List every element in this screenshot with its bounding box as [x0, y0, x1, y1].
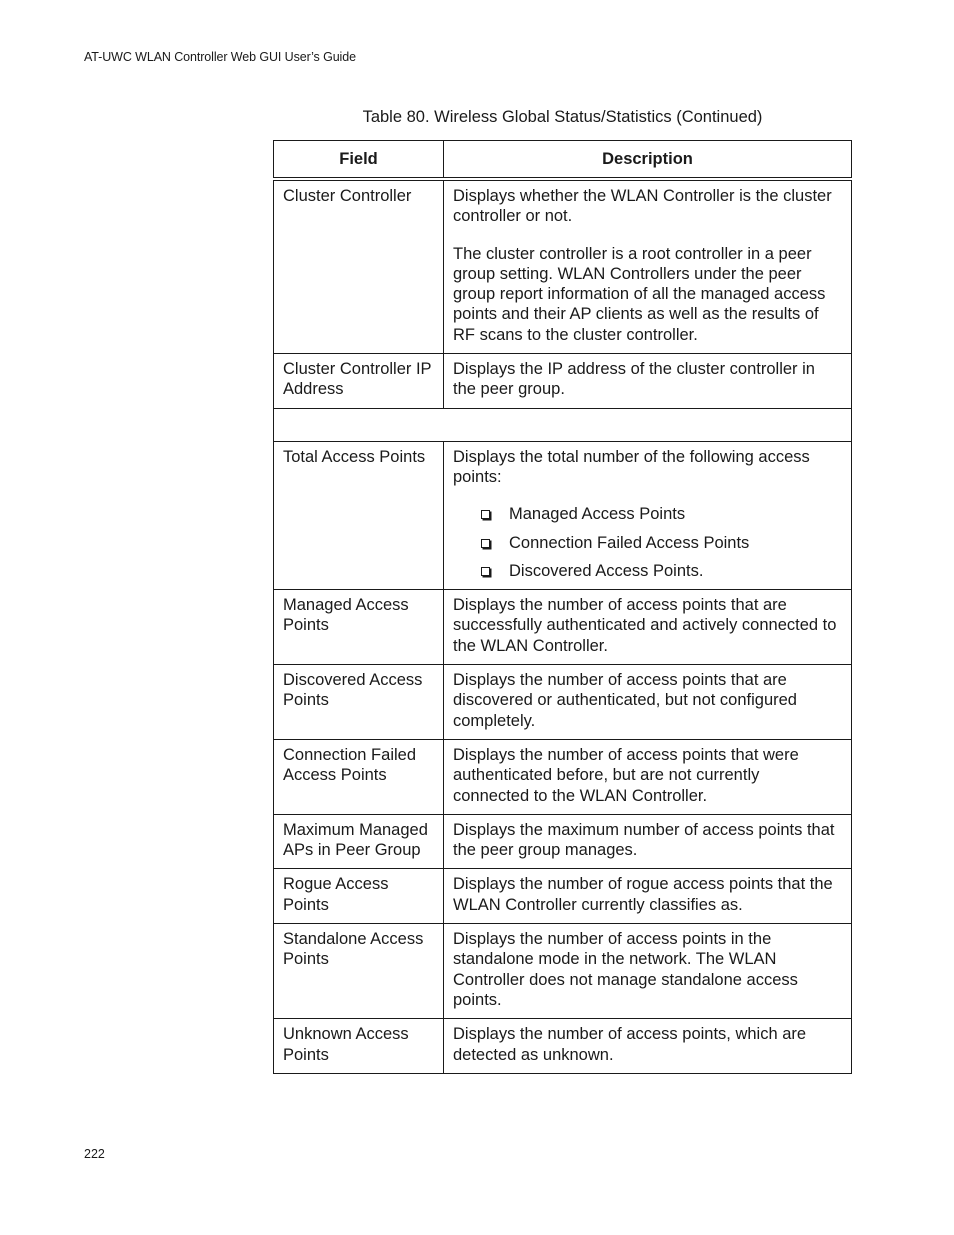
field-cell: Discovered Access Points: [274, 665, 444, 740]
field-cell: Unknown Access Points: [274, 1019, 444, 1074]
description-cell: [444, 441, 852, 589]
description-text: Displays the total number of the following access points:: [453, 447, 810, 486]
table-caption: Table 80. Wireless Global Status/Statistics (Continued): [362, 108, 763, 126]
field-cell: Standalone Access Points: [274, 924, 444, 1019]
list-item: [481, 504, 839, 524]
field-cell: Cluster Controller: [274, 179, 444, 354]
description-cell: [444, 354, 852, 409]
table-row: [274, 179, 852, 354]
checkbox-bullet-icon: [481, 510, 490, 519]
column-header-description: Description: [444, 141, 852, 180]
table-row: [274, 665, 852, 740]
field-cell: Managed Access Points: [274, 590, 444, 665]
description-cell: [444, 739, 852, 814]
column-header-field: Field: [274, 141, 444, 180]
checkbox-bullet-icon: [481, 567, 490, 576]
running-header: AT-UWC WLAN Controller Web GUI User’s Guide: [84, 50, 356, 64]
table-row: [274, 590, 852, 665]
field-cell: Cluster Controller IP Address: [274, 354, 444, 409]
description-text: Displays the IP address of the cluster controller in the peer group.: [453, 360, 815, 399]
description-cell: [444, 814, 852, 869]
table-row: [274, 739, 852, 814]
description-text: Displays whether the WLAN Controller is the cluster controller or not.: [453, 187, 832, 226]
description-text: Displays the maximum number of access points that the peer group manages.: [453, 820, 835, 860]
field-cell: Rogue Access Points: [274, 869, 444, 924]
description-text: The cluster controller is a root controller in a peer group setting. WLAN Controllers under the peer group report information of all the managed access points and their AP clients as well as the results of RF scans to the cluster controller.: [453, 244, 826, 344]
description-cell: [444, 869, 852, 924]
page-number: 222: [84, 1147, 105, 1161]
list-item-text: Connection Failed Access Points: [509, 533, 750, 552]
table-spacer-row: [274, 408, 852, 441]
field-cell: Connection Failed Access Points: [274, 739, 444, 814]
description-text: Displays the number of access points in the standalone mode in the network. The WLAN Controller does not manage standalone access points.: [453, 930, 798, 1009]
description-text: Displays the number of access points that were authenticated before, but are not currently connected to the WLAN Controller.: [453, 745, 799, 805]
description-text: Displays the number of access points, which are detected as unknown.: [453, 1025, 807, 1064]
list-item: [481, 533, 839, 553]
table-row: [274, 869, 852, 924]
status-statistics-table: [273, 140, 852, 1074]
description-text: Displays the number of access points that are successfully authenticated and actively connected to the WLAN Controller.: [453, 596, 837, 655]
table-row: [274, 441, 852, 589]
list-item-text: Managed Access Points: [509, 505, 686, 524]
field-cell: Maximum Managed APs in Peer Group: [274, 814, 444, 869]
bullet-list: [453, 504, 839, 581]
description-cell: [444, 665, 852, 740]
table-header-row: [274, 141, 852, 180]
list-item-text: Discovered Access Points.: [509, 561, 704, 580]
list-item: [481, 561, 839, 581]
table-row: [274, 814, 852, 869]
table-row: [274, 1019, 852, 1074]
description-cell: [444, 179, 852, 354]
description-cell: [444, 1019, 852, 1074]
table-row: [274, 924, 852, 1019]
checkbox-bullet-icon: [481, 539, 490, 548]
description-cell: [444, 924, 852, 1019]
description-text: Displays the number of rogue access points that the WLAN Controller currently classifies as.: [453, 875, 833, 914]
empty-cell: [274, 408, 852, 441]
description-text: Displays the number of access points that are discovered or authenticated, but not configured completely.: [453, 671, 797, 730]
table-row: [274, 354, 852, 409]
description-cell: [444, 590, 852, 665]
field-cell: Total Access Points: [274, 441, 444, 589]
